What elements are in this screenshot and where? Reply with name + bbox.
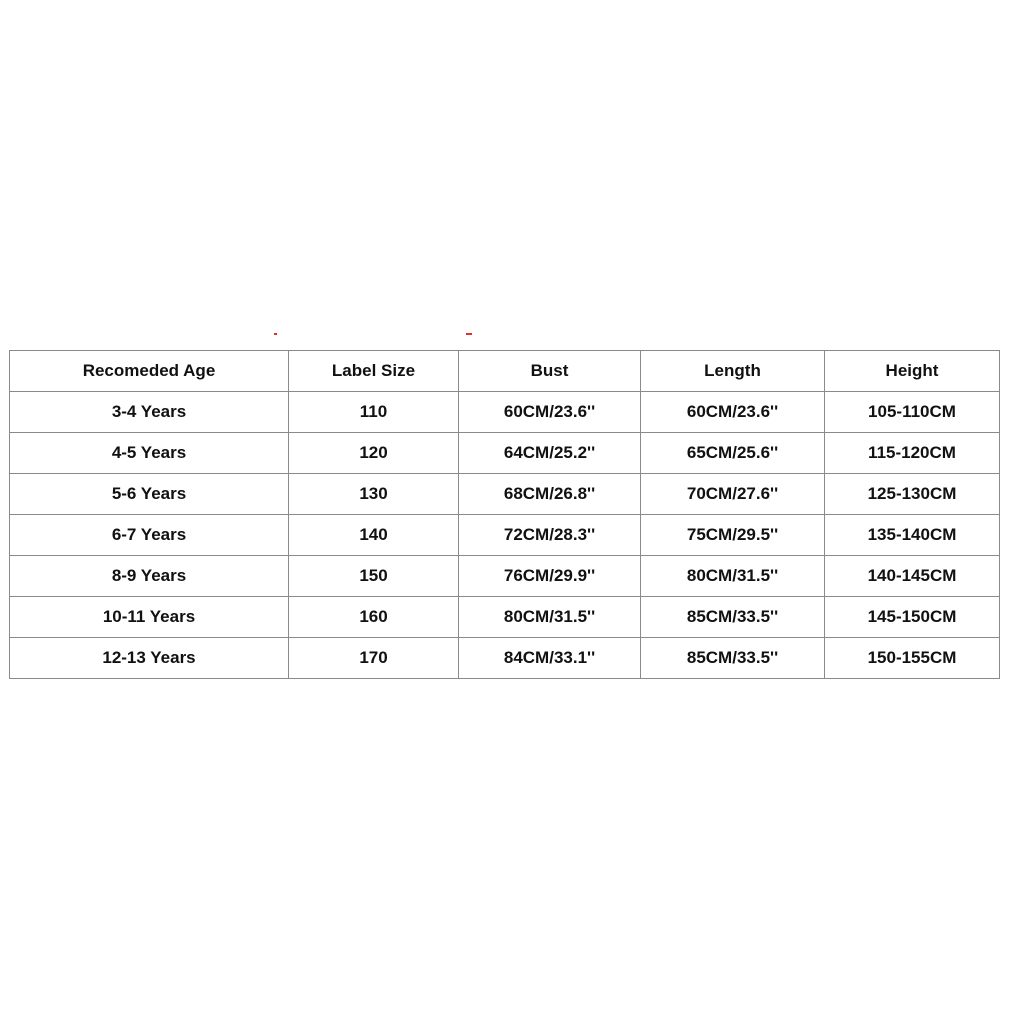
cell-label-size: 170 <box>289 638 459 679</box>
cell-bust: 60CM/23.6'' <box>459 392 641 433</box>
cell-bust: 80CM/31.5'' <box>459 597 641 638</box>
cell-label-size: 120 <box>289 433 459 474</box>
header-age: Recomeded Age <box>10 351 289 392</box>
cell-label-size: 130 <box>289 474 459 515</box>
header-row <box>10 351 1000 392</box>
cell-height: 140-145CM <box>825 556 1000 597</box>
cell-length: 85CM/33.5'' <box>641 638 825 679</box>
table-row <box>10 638 1000 679</box>
cell-age: 12-13 Years <box>10 638 289 679</box>
cell-bust: 84CM/33.1'' <box>459 638 641 679</box>
table-row <box>10 433 1000 474</box>
size-chart-table <box>9 350 1000 679</box>
cell-height: 115-120CM <box>825 433 1000 474</box>
header-bust: Bust <box>459 351 641 392</box>
cell-age: 6-7 Years <box>10 515 289 556</box>
cell-length: 70CM/27.6'' <box>641 474 825 515</box>
cell-label-size: 160 <box>289 597 459 638</box>
cell-height: 145-150CM <box>825 597 1000 638</box>
cell-height: 150-155CM <box>825 638 1000 679</box>
table-row <box>10 515 1000 556</box>
cell-height: 135-140CM <box>825 515 1000 556</box>
table-row <box>10 474 1000 515</box>
decorative-mark <box>274 333 277 335</box>
header-length: Length <box>641 351 825 392</box>
cell-length: 75CM/29.5'' <box>641 515 825 556</box>
cell-bust: 76CM/29.9'' <box>459 556 641 597</box>
cell-age: 5-6 Years <box>10 474 289 515</box>
cell-bust: 72CM/28.3'' <box>459 515 641 556</box>
decorative-mark <box>466 333 472 335</box>
cell-age: 10-11 Years <box>10 597 289 638</box>
cell-height: 105-110CM <box>825 392 1000 433</box>
table-row <box>10 597 1000 638</box>
cell-label-size: 110 <box>289 392 459 433</box>
cell-bust: 64CM/25.2'' <box>459 433 641 474</box>
table-row <box>10 556 1000 597</box>
header-label-size: Label Size <box>289 351 459 392</box>
table-row <box>10 392 1000 433</box>
cell-age: 3-4 Years <box>10 392 289 433</box>
cell-age: 8-9 Years <box>10 556 289 597</box>
cell-height: 125-130CM <box>825 474 1000 515</box>
cell-length: 85CM/33.5'' <box>641 597 825 638</box>
cell-bust: 68CM/26.8'' <box>459 474 641 515</box>
cell-label-size: 140 <box>289 515 459 556</box>
cell-length: 65CM/25.6'' <box>641 433 825 474</box>
cell-age: 4-5 Years <box>10 433 289 474</box>
header-height: Height <box>825 351 1000 392</box>
cell-length: 80CM/31.5'' <box>641 556 825 597</box>
cell-length: 60CM/23.6'' <box>641 392 825 433</box>
cell-label-size: 150 <box>289 556 459 597</box>
